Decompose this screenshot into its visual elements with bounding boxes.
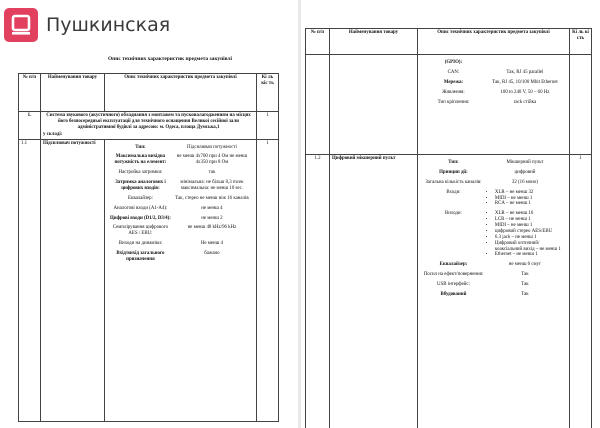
spec-row <box>422 272 565 278</box>
item-name: Цифровий мікшерний пульт <box>330 155 418 428</box>
spec-row <box>109 216 252 222</box>
spec-row <box>422 292 565 298</box>
spec-value: не менш 4 <box>201 205 223 211</box>
section-num: 1. <box>19 112 41 140</box>
table-header-row <box>19 74 279 112</box>
item-specs <box>418 155 570 428</box>
brand-name: Пушкинская <box>46 14 171 36</box>
header-name: Найменування товару <box>41 74 105 112</box>
spec-list <box>485 190 565 208</box>
table-row <box>306 155 592 428</box>
spec-value: Підсилювач потужності <box>187 144 237 150</box>
spec-key: Тип кріплення: <box>437 99 470 105</box>
spec-value: Не менш 4 <box>200 241 224 247</box>
spec-row <box>109 154 252 166</box>
list-item: • XLR – не менш 32 <box>495 190 565 196</box>
list-item: • цифровий стерео AES/EBU <box>495 229 565 235</box>
spec-value: бажано <box>204 251 220 256</box>
spec-row <box>109 145 252 151</box>
spec-value: Так <box>521 282 529 287</box>
spec-row <box>422 211 565 258</box>
spec-key: Принцип дії: <box>439 169 468 175</box>
spec-key: Цифрові входи (D1/2, D3/4): <box>110 215 171 221</box>
spec-value: rack стійка <box>513 99 537 105</box>
spec-key: Посил на ефект/повернення: <box>423 272 484 278</box>
header-name: Найменування товару <box>330 29 418 55</box>
spec-row <box>109 225 252 237</box>
spec-table-right <box>305 28 592 428</box>
spec-value: так <box>208 170 216 176</box>
document-page-left <box>0 0 298 428</box>
spec-value: Так <box>521 291 529 297</box>
spec-value: 100 to 240 V, 50 – 60 Hz <box>500 89 550 95</box>
spec-key: Мережа: <box>443 79 464 85</box>
spec-row <box>109 251 252 263</box>
spec-row <box>422 170 565 176</box>
spec-key: Еквалайзер: <box>127 195 153 201</box>
spec-value <box>485 211 565 258</box>
empty-cell <box>570 55 592 155</box>
spec-value: 32 (16 моно) <box>511 179 538 185</box>
section-text <box>41 112 257 140</box>
header-desc: Опис технічних характеристик предмета закупівлі <box>105 74 257 112</box>
header-qty: Кі ль кі сть <box>570 29 592 55</box>
brand-logo[interactable] <box>4 8 170 42</box>
spec-row <box>422 60 565 66</box>
spec-value: Так, стерео не менш ніж 16 каналів <box>175 195 249 201</box>
list-item: • RCA – не менш 1 <box>495 201 565 207</box>
spec-row <box>422 262 565 268</box>
item-num: 1.2 <box>306 155 330 428</box>
spec-key: Загальна кількість каналів: <box>425 179 482 185</box>
spec-row <box>109 241 252 247</box>
spec-row <box>422 90 565 96</box>
spec-key: Входи: <box>446 189 461 195</box>
spec-value: цифровий <box>514 169 536 175</box>
table-row <box>19 139 279 421</box>
empty-cell <box>306 55 330 155</box>
spec-row <box>109 170 252 176</box>
spec-key: Живлення: <box>442 89 465 95</box>
header-num: № п/п <box>19 74 41 112</box>
spec-key: Семплірування цифрового AES / EBU: <box>112 225 169 237</box>
spec-row <box>109 206 252 212</box>
section-qty: 1 <box>257 112 279 140</box>
spec-row <box>109 196 252 202</box>
spec-row <box>422 282 565 288</box>
list-item: • MIDI – не менш 1 <box>495 196 565 202</box>
item-qty: 1 <box>570 155 592 428</box>
header-qty: Кі ль кіс ть <box>257 74 279 112</box>
item-name: Підсилювач потужності <box>41 139 105 421</box>
item-specs <box>105 139 257 421</box>
spec-value: Так, RJ 45 parallel <box>506 69 544 75</box>
header-desc: Опис технічних характеристик предмета закупівлі <box>418 29 570 55</box>
spec-key: Настройка затримки: <box>118 170 163 176</box>
spec-table-left <box>18 73 279 422</box>
spec-key: Максимальна вихідна потужність на елемент: <box>114 154 167 166</box>
spec-key: Аналогові входи (А1-А4): <box>113 205 168 211</box>
list-item: • LCR – не менш 1 <box>495 217 565 223</box>
spec-key: CAN: <box>447 69 460 75</box>
spec-key: Вбудований <box>440 291 467 297</box>
spec-key: Виходи на динаміки: <box>118 241 163 247</box>
spec-key: Тип: <box>448 160 459 165</box>
empty-cell <box>330 55 418 155</box>
table-header-row <box>306 29 592 55</box>
spec-value: Мікшерний пульт <box>506 160 544 165</box>
document-page-right <box>301 0 600 428</box>
pushkinskaya-logo-icon <box>4 8 38 42</box>
spec-row <box>422 160 565 166</box>
list-item: • MIDI – не менш 1 <box>495 223 565 229</box>
section-row <box>19 112 279 140</box>
spec-row <box>109 180 252 192</box>
spec-value: не менш 48 kHz/96 kHz <box>187 225 237 231</box>
spec-row <box>422 80 565 86</box>
list-item: • Ethernet – не менш 1 <box>495 252 565 258</box>
spec-value: Так <box>521 272 529 278</box>
item-num: 1.1 <box>19 139 41 421</box>
table-row-continued <box>306 55 592 155</box>
spec-row <box>422 190 565 208</box>
spec-key: Тип: <box>135 144 146 150</box>
spec-row <box>422 100 565 106</box>
spec-value: не менш 4х700 при 4 Ом не менш 4х350 при 8 Ом <box>176 154 248 166</box>
spec-key: Еквалайзер: <box>439 262 468 268</box>
section-description: Система звукового (акустичного) обладнання з монтажем та пусконалагодженням на місцях його безпосередньої експлуатації для технічного оснащення Великої сесійної зали адміністративної будівлі за адресою: м. Одеса, площа Думська,1 <box>46 113 251 130</box>
spec-value: не менш 6 смуг <box>508 262 542 268</box>
spec-value <box>485 190 565 208</box>
spec-value: не менш 2 <box>201 215 223 221</box>
header-num: № п/п <box>306 29 330 55</box>
document-title: Опис технічних характеристик предмета закупівлі <box>107 56 233 62</box>
spec-key: Вхід/вихід загального призначення <box>116 251 165 262</box>
spec-value: мінімальна: не більш 0,3 mсек максимальна: не менш 10 sec. <box>180 180 244 191</box>
spec-row <box>422 70 565 76</box>
spec-key: Виходи: <box>444 211 462 217</box>
spec-key: Затримка аналогових і цифрових входів: <box>115 180 166 191</box>
spec-key: (GPIO): <box>444 60 463 65</box>
spec-list <box>485 211 565 258</box>
spec-key: USB інтерфейс: <box>436 282 470 287</box>
section-trail: у складі: <box>43 131 63 137</box>
list-item: • 6.3 jack – не менш 1 <box>495 235 565 241</box>
spec-row <box>422 180 565 186</box>
spec-value: Так, RJ 45, 10/100 Mbit Ethernet <box>492 79 558 85</box>
item-qty: 1 <box>257 139 279 421</box>
list-item: • XLR – не менш 16 <box>495 211 565 217</box>
continued-specs <box>418 55 570 155</box>
list-item: • Цифровий оптичний/коаксіальний вихід – не менш 1 <box>495 241 565 253</box>
